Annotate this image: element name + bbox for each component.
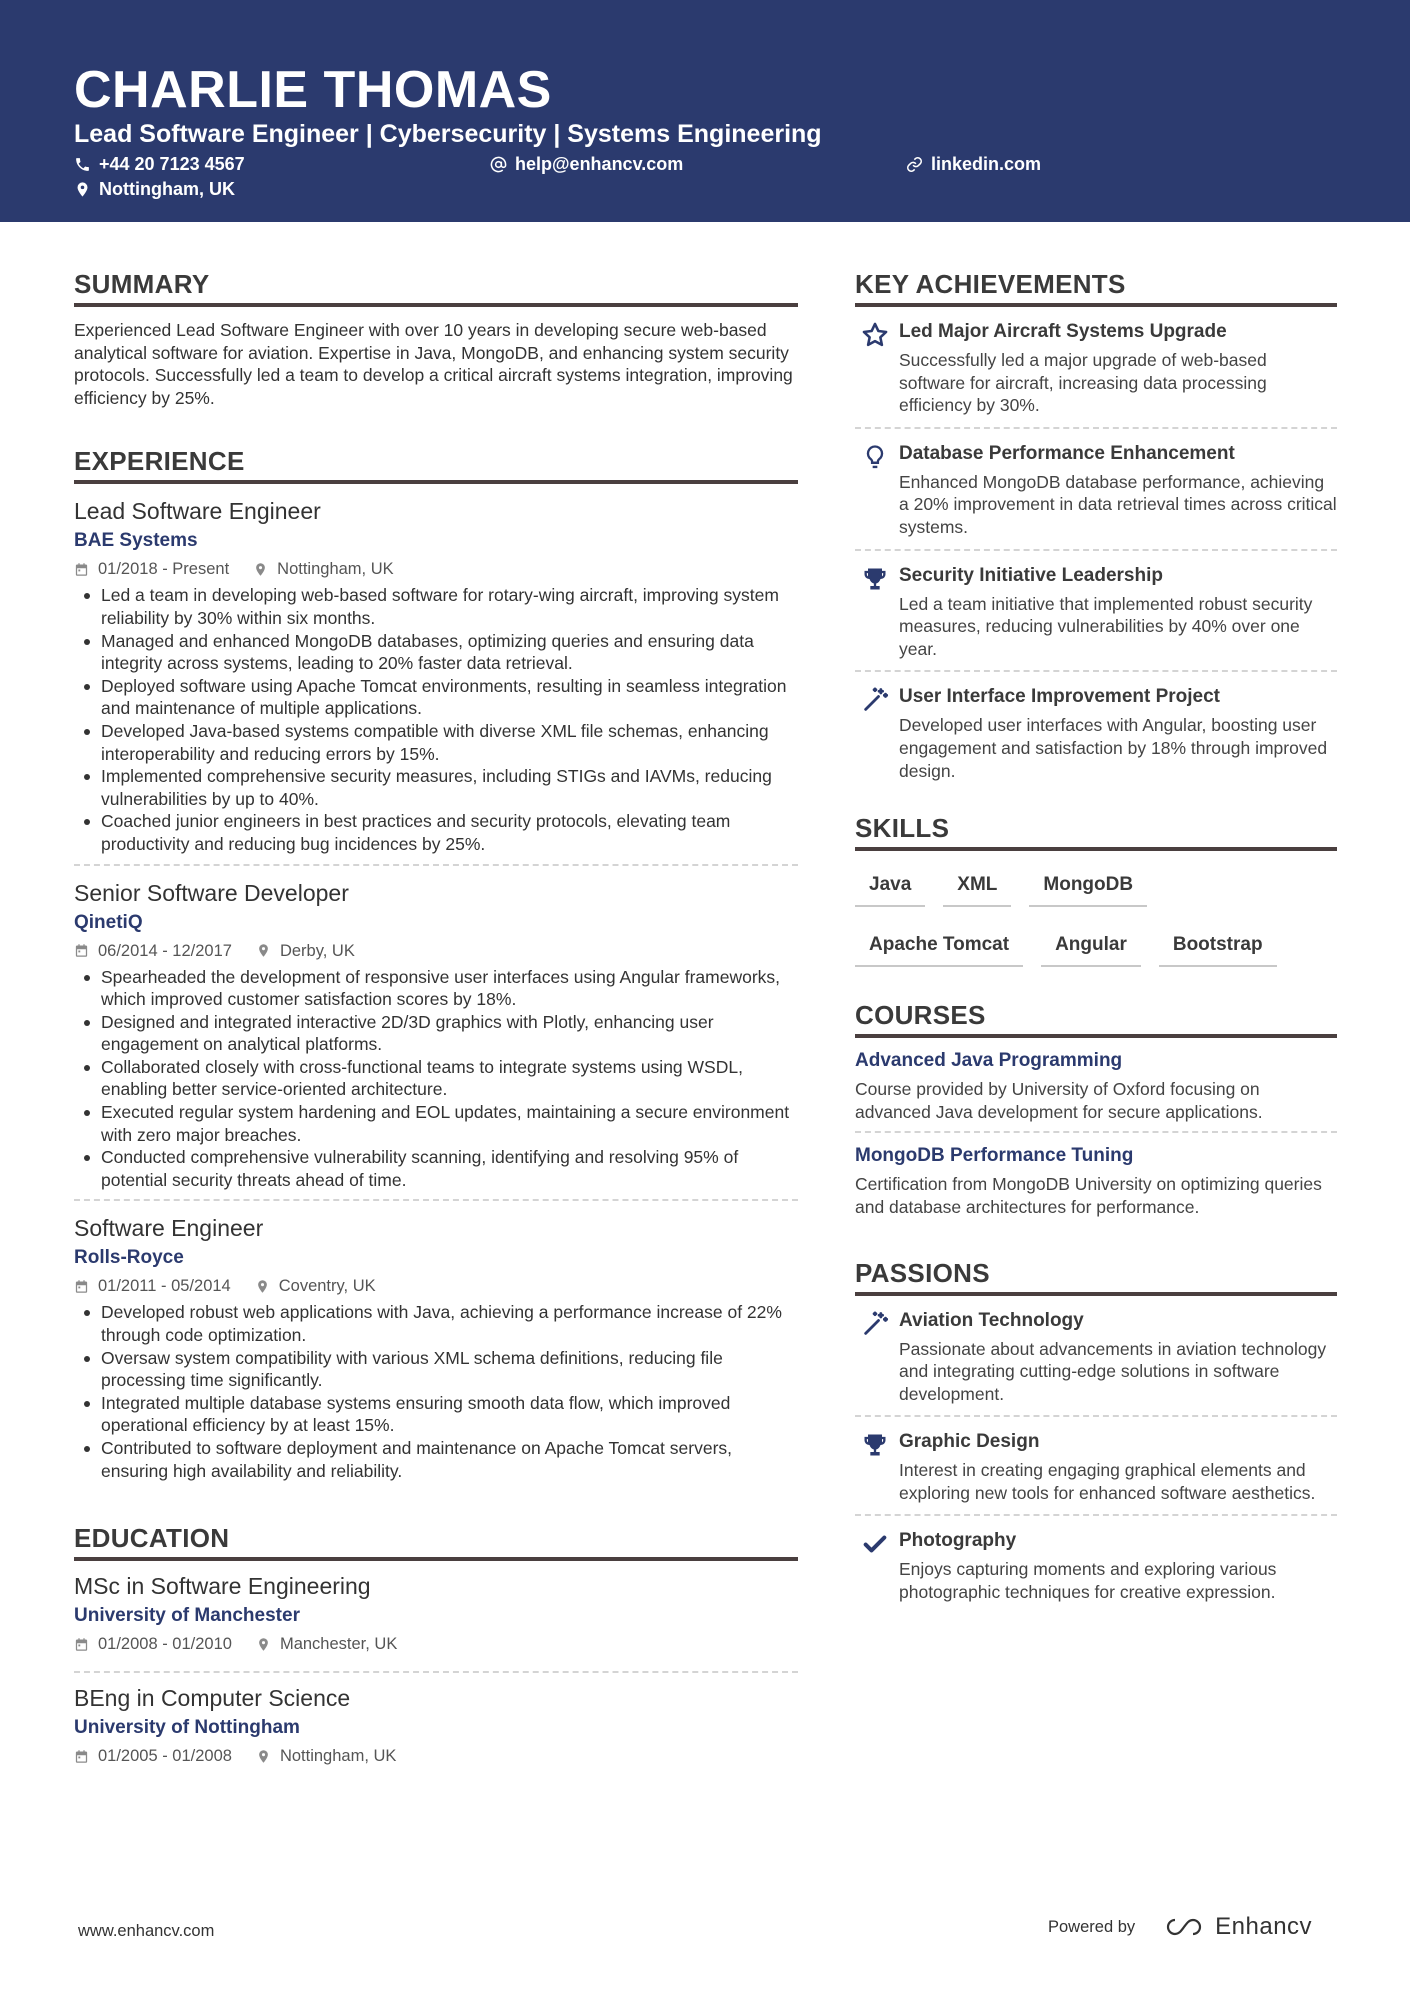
phone-text: +44 20 7123 4567 bbox=[99, 154, 245, 174]
left-column bbox=[74, 268, 798, 1767]
education-location-text: Manchester, UK bbox=[279, 1635, 398, 1654]
degree-title: BEng in Computer Science bbox=[74, 1685, 351, 1712]
company-name: QinetiQ bbox=[74, 911, 143, 933]
skills-heading: SKILLS bbox=[855, 812, 1337, 851]
enhancv-brand: Enhancv bbox=[1215, 1913, 1313, 1940]
calendar-icon bbox=[74, 943, 89, 958]
education-meta bbox=[74, 1745, 798, 1767]
footer-website[interactable]: www.enhancv.com bbox=[78, 1922, 215, 1940]
bullet-item: Oversaw system compatibility with various XML schema definitions, reducing file processing time significantly. bbox=[74, 1347, 798, 1392]
education-dates: 01/2008 - 01/2010 bbox=[98, 1635, 232, 1654]
achievement-item bbox=[855, 307, 1337, 427]
passion-title: Graphic Design bbox=[899, 1431, 1040, 1453]
enhancv-logo-icon bbox=[1161, 1915, 1207, 1939]
calendar-icon bbox=[74, 562, 89, 577]
passion-item bbox=[855, 1514, 1337, 1613]
job-title: Software Engineer bbox=[74, 1215, 264, 1242]
passions-section bbox=[855, 1257, 1337, 1614]
school-name: University of Nottingham bbox=[74, 1717, 300, 1739]
bullet-item: Deployed software using Apache Tomcat environments, resulting in seamless integration and maintenance of multiple applications. bbox=[74, 675, 798, 720]
at-icon bbox=[490, 156, 507, 173]
powered-by-label: Powered by bbox=[1048, 1917, 1136, 1936]
achievement-title: Database Performance Enhancement bbox=[899, 442, 1235, 464]
degree-title: MSc in Software Engineering bbox=[74, 1573, 371, 1600]
job-meta bbox=[74, 1275, 798, 1297]
job-location bbox=[253, 558, 393, 580]
education-location-text: Nottingham, UK bbox=[279, 1747, 397, 1766]
passion-title: Aviation Technology bbox=[899, 1309, 1084, 1331]
trophy-icon bbox=[861, 1431, 889, 1459]
passion-desc: Enjoys capturing moments and exploring various photographic techniques for creative expression. bbox=[899, 1559, 1277, 1603]
bullet-item: Coached junior engineers in best practices and security protocols, elevating team productivity and reducing bug incidences by 25%. bbox=[74, 810, 798, 855]
experience-heading: EXPERIENCE bbox=[74, 445, 798, 484]
passion-desc: Passionate about advancements in aviation technology and integrating cutting-edge solutions in software development. bbox=[899, 1338, 1327, 1404]
achievement-title: Security Initiative Leadership bbox=[899, 564, 1163, 586]
job-location bbox=[256, 940, 355, 962]
education-dates: 01/2005 - 01/2008 bbox=[98, 1747, 232, 1766]
job-location-text: Derby, UK bbox=[279, 941, 355, 960]
bullet-item: Designed and integrated interactive 2D/3D graphics with Plotly, enhancing user engagement on analytical platforms. bbox=[74, 1011, 798, 1056]
courses-section bbox=[855, 999, 1337, 1226]
education-location bbox=[256, 1633, 397, 1655]
footer-branding bbox=[1048, 1913, 1312, 1941]
bullet-item: Integrated multiple database systems ensuring smooth data flow, which improved operational efficiency by at least 15%. bbox=[74, 1392, 798, 1437]
achievement-desc: Successfully led a major upgrade of web-based software for aircraft, increasing data processing efficiency by 30%. bbox=[899, 350, 1267, 416]
achievement-item bbox=[855, 670, 1337, 792]
phone-icon bbox=[74, 156, 91, 173]
lightbulb-icon bbox=[861, 443, 889, 471]
achievement-title: Led Major Aircraft Systems Upgrade bbox=[899, 321, 1227, 342]
phone-contact[interactable] bbox=[74, 152, 245, 176]
job-title: Lead Software Engineer bbox=[74, 498, 321, 525]
education-entry bbox=[74, 1561, 798, 1655]
map-pin-icon bbox=[255, 1279, 270, 1294]
job-dates: 01/2011 - 05/2014 bbox=[98, 1277, 231, 1296]
skills-list bbox=[855, 865, 1337, 985]
calendar-icon bbox=[74, 1749, 89, 1764]
calendar-icon bbox=[74, 1637, 89, 1652]
location-text: Nottingham, UK bbox=[99, 179, 235, 199]
map-pin-icon bbox=[256, 1637, 271, 1652]
location-contact bbox=[74, 177, 235, 201]
job-dates: 06/2014 - 12/2017 bbox=[98, 941, 232, 960]
school-name: University of Manchester bbox=[74, 1605, 300, 1627]
job-entry bbox=[74, 484, 798, 855]
magic-wand-icon bbox=[861, 1310, 889, 1338]
course-desc: Course provided by University of Oxford focusing on advanced Java development for secure applications. bbox=[855, 1079, 1263, 1122]
job-bullets bbox=[74, 966, 798, 1192]
trophy-icon bbox=[861, 565, 889, 593]
bullet-item: Developed robust web applications with Java, achieving a performance increase of 22% through code optimization. bbox=[74, 1301, 798, 1346]
experience-section bbox=[74, 445, 798, 1482]
bullet-item: Executed regular system hardening and EOL updates, maintaining a secure environment with zero major breaches. bbox=[74, 1101, 798, 1146]
education-location bbox=[256, 1745, 396, 1767]
skills-section bbox=[855, 812, 1337, 985]
skill-tag: Apache Tomcat bbox=[855, 925, 1023, 967]
resume-header bbox=[0, 0, 1410, 222]
bullet-item: Collaborated closely with cross-functional teams to integrate systems using WSDL, enabling better service-oriented architecture. bbox=[74, 1056, 798, 1101]
magic-wand-icon bbox=[861, 686, 889, 714]
map-pin-icon bbox=[74, 181, 91, 198]
map-pin-icon bbox=[256, 943, 271, 958]
course-desc: Certification from MongoDB University on optimizing queries and database architectures for performance. bbox=[855, 1174, 1322, 1217]
passions-heading: PASSIONS bbox=[855, 1257, 1337, 1296]
bullet-item: Conducted comprehensive vulnerability scanning, identifying and resolving 95% of potential security threats ahead of time. bbox=[74, 1146, 798, 1191]
passion-title: Photography bbox=[899, 1530, 1017, 1552]
course-item bbox=[855, 1038, 1337, 1131]
skill-tag: XML bbox=[943, 865, 1011, 907]
bullet-item: Led a team in developing web-based software for rotary-wing aircraft, improving system reliability by 30% within six months. bbox=[74, 584, 798, 629]
passion-desc: Interest in creating engaging graphical elements and exploring new tools for enhanced software aesthetics. bbox=[899, 1460, 1316, 1503]
summary-text: Experienced Lead Software Engineer with over 10 years in developing secure web-based analytical software for aviation. Expertise in Java, MongoDB, and enhancing system security protocols. Successfully led a team to develop a critical aircraft systems integration, improving efficiency by 25%. bbox=[74, 320, 793, 408]
skill-tag: Java bbox=[855, 865, 925, 907]
achievement-title: User Interface Improvement Project bbox=[899, 686, 1221, 708]
bullet-item: Managed and enhanced MongoDB databases, optimizing queries and ensuring data integrity across systems, leading to 20% faster data retrieval. bbox=[74, 630, 798, 675]
summary-heading: SUMMARY bbox=[74, 268, 798, 307]
job-location-text: Coventry, UK bbox=[278, 1277, 376, 1296]
achievement-item bbox=[855, 549, 1337, 671]
candidate-name: CHARLIE THOMAS bbox=[74, 61, 552, 119]
linkedin-contact[interactable] bbox=[906, 152, 1041, 176]
checkmark-icon bbox=[861, 1530, 889, 1558]
job-entry bbox=[74, 1199, 798, 1482]
achievements-heading: KEY ACHIEVEMENTS bbox=[855, 268, 1337, 307]
job-bullets bbox=[74, 584, 798, 855]
bullet-item: Spearheaded the development of responsive user interfaces using Angular frameworks, which improved customer satisfaction scores by 18%. bbox=[74, 966, 798, 1011]
skill-tag: Bootstrap bbox=[1159, 925, 1277, 967]
job-location-text: Nottingham, UK bbox=[277, 560, 394, 579]
job-location bbox=[255, 1275, 376, 1297]
map-pin-icon bbox=[256, 1749, 271, 1764]
job-dates: 01/2018 - Present bbox=[98, 560, 230, 579]
job-bullets bbox=[74, 1301, 798, 1482]
skill-tag: MongoDB bbox=[1029, 865, 1147, 907]
achievement-desc: Developed user interfaces with Angular, boosting user engagement and satisfaction by 18% through improved design. bbox=[899, 715, 1328, 781]
candidate-headline: Lead Software Engineer | Cybersecurity | Systems Engineering bbox=[74, 120, 822, 148]
education-section bbox=[74, 1522, 798, 1767]
job-entry bbox=[74, 864, 798, 1192]
company-name: BAE Systems bbox=[74, 530, 198, 552]
achievement-desc: Led a team initiative that implemented robust security measures, reducing vulnerabilities by 40% over one year. bbox=[899, 593, 1313, 659]
bullet-item: Contributed to software deployment and maintenance on Apache Tomcat servers, ensuring high availability and reliability. bbox=[74, 1437, 798, 1482]
calendar-icon bbox=[74, 1279, 89, 1294]
summary-section bbox=[74, 268, 798, 409]
right-column bbox=[855, 268, 1337, 1614]
course-title: Advanced Java Programming bbox=[855, 1050, 1123, 1072]
job-title: Senior Software Developer bbox=[74, 879, 349, 906]
education-entry bbox=[74, 1671, 798, 1767]
job-meta bbox=[74, 940, 798, 962]
course-title: MongoDB Performance Tuning bbox=[855, 1145, 1134, 1167]
passion-item bbox=[855, 1296, 1337, 1416]
email-contact[interactable] bbox=[490, 152, 683, 176]
courses-heading: COURSES bbox=[855, 999, 1337, 1038]
linkedin-text: linkedin.com bbox=[931, 154, 1042, 174]
email-text: help@enhancv.com bbox=[515, 154, 684, 174]
achievement-desc: Enhanced MongoDB database performance, achieving a 20% improvement in data retrieval times across critical systems. bbox=[899, 471, 1337, 537]
bullet-item: Developed Java-based systems compatible with diverse XML file schemas, enhancing interoperability and reducing errors by 15%. bbox=[74, 720, 798, 765]
company-name: Rolls-Royce bbox=[74, 1247, 184, 1269]
education-meta bbox=[74, 1633, 798, 1655]
job-meta bbox=[74, 558, 798, 580]
link-icon bbox=[906, 156, 923, 173]
map-pin-icon bbox=[253, 562, 268, 577]
star-icon bbox=[861, 321, 889, 349]
bullet-item: Implemented comprehensive security measures, including STIGs and IAVMs, reducing vulnerabilities by up to 40%. bbox=[74, 765, 798, 810]
passion-item bbox=[855, 1415, 1337, 1514]
skill-tag: Angular bbox=[1041, 925, 1141, 967]
course-item bbox=[855, 1131, 1337, 1226]
achievements-section bbox=[855, 268, 1337, 792]
education-heading: EDUCATION bbox=[74, 1522, 798, 1561]
achievement-item bbox=[855, 427, 1337, 549]
